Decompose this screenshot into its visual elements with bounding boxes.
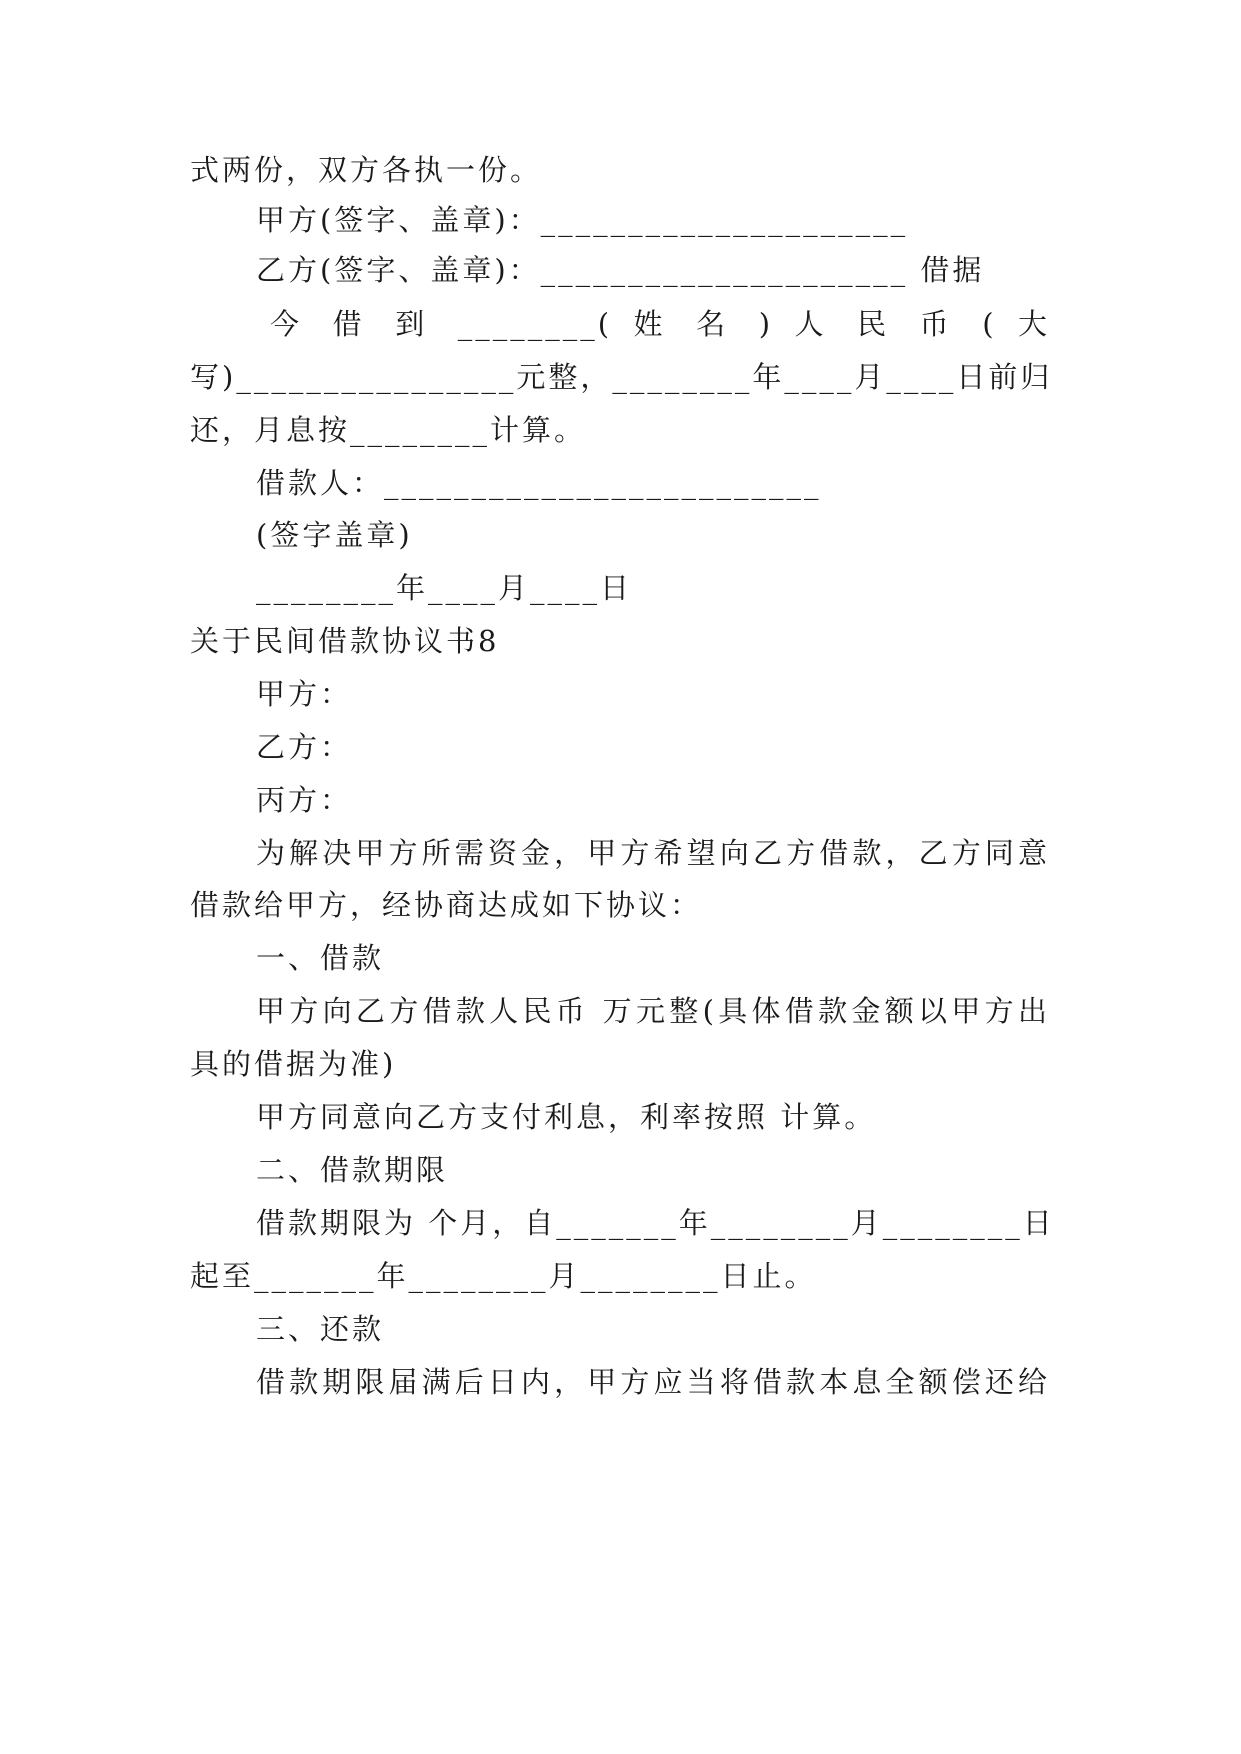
preamble-line-1: 为解决甲方所需资金，甲方希望向乙方借款，乙方同意 (256, 836, 1050, 870)
clause-3-line-1: 借款期限届满后日内，甲方应当将借款本息全额偿还给 (256, 1365, 1050, 1399)
receipt-amount-line: 写)________________元整，________年____月____日前归 (190, 360, 1053, 394)
clause-heading-1: 一、借款 (256, 941, 385, 975)
signature-stamp-label: (签字盖章) (256, 518, 413, 552)
clause-1-line-2: 具的借据为准) (190, 1047, 397, 1081)
party-b-label: 乙方： (256, 730, 353, 764)
receipt-borrowed-line: 今 借 到 ________( 姓 名 ) 人 民 币 ( 大 (270, 307, 1050, 341)
party-c-label: 丙方： (256, 783, 353, 817)
party-a-signature-line: 甲方(签字、盖章)：_____________________ (256, 203, 909, 237)
party-a-label: 甲方： (256, 677, 353, 711)
date-line: ________年____月____日 (256, 571, 633, 605)
borrower-line: 借款人：_________________________ (256, 466, 822, 500)
party-b-signature-line: 乙方(签字、盖章)：_____________________ 借据 (256, 253, 985, 287)
preamble-line-2: 借款给甲方，经协商达成如下协议： (190, 888, 703, 922)
clause-1-line-1: 甲方向乙方借款人民币 万元整(具体借款金额以甲方出 (256, 994, 1050, 1028)
clause-2-line-2: 起至_______年________月________日止。 (190, 1259, 817, 1293)
clause-1-interest-line: 甲方同意向乙方支付利息，利率按照 计算。 (256, 1100, 877, 1134)
section-title: 关于民间借款协议书8 (190, 624, 500, 658)
receipt-interest-line: 还，月息按________计算。 (190, 413, 587, 447)
clause-heading-2: 二、借款期限 (256, 1153, 449, 1187)
text-line-1: 式两份，双方各执一份。 (190, 153, 543, 187)
clause-2-line-1: 借款期限为 个月，自_______年________月________日 (256, 1206, 1055, 1240)
clause-heading-3: 三、还款 (256, 1312, 385, 1346)
